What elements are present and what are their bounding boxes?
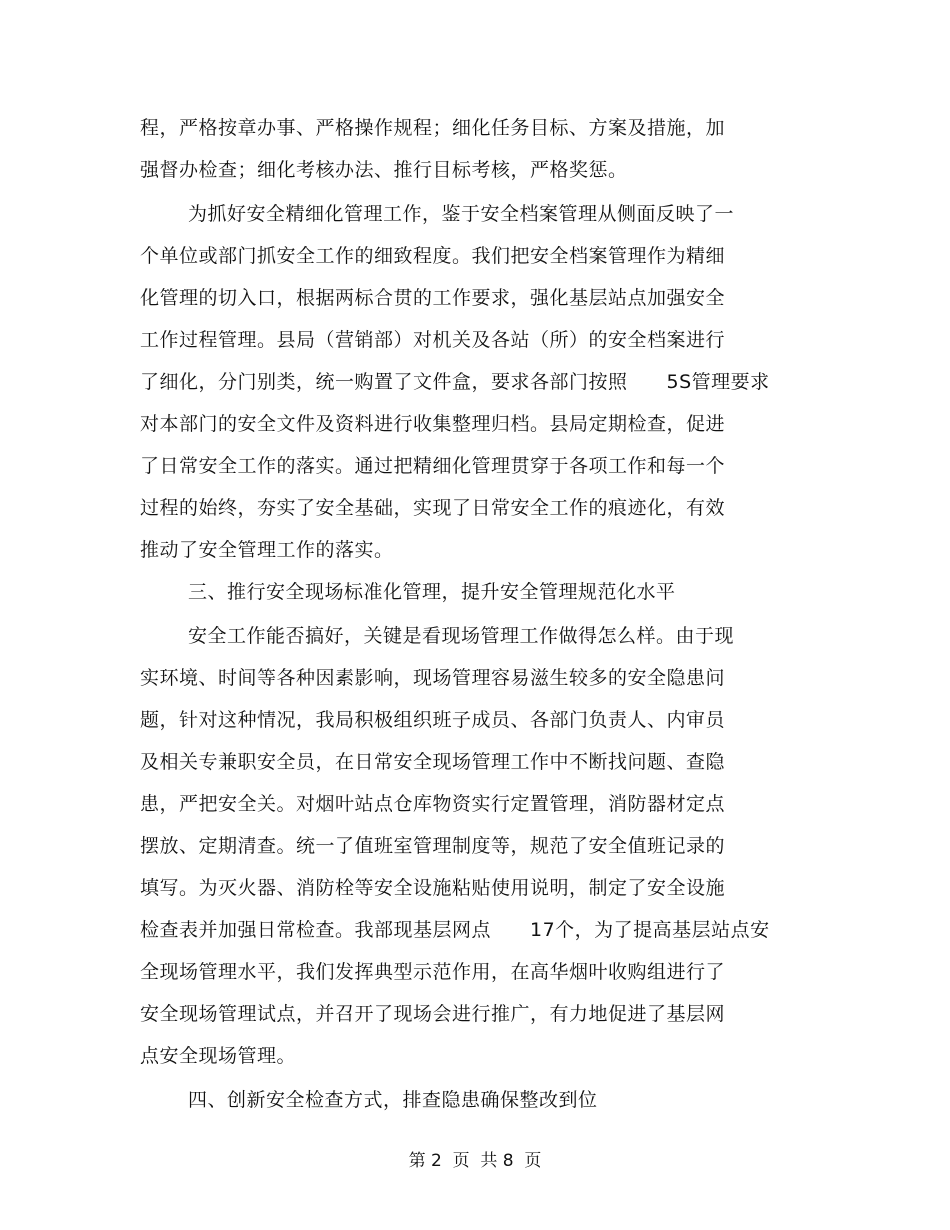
body-text-line: 患，严把安全关。对烟叶站点仓库物资实行定置管理，消防器材定点 — [140, 793, 726, 815]
body-text-line: 推动了安全管理工作的落实。 — [140, 539, 394, 561]
body-text-line: 了日常安全工作的落实。通过把精细化管理贯穿于各项工作和每一个 — [140, 455, 726, 477]
body-text-line: 实环境、时间等各种因素影响，现场管理容易滋生较多的安全隐患问 — [140, 667, 726, 689]
body-text-line: 对本部门的安全文件及资料进行收集整理归档。县局定期检查，促进 — [140, 413, 726, 435]
section-heading: 三、推行安全现场标准化管理，提升安全管理规范化水平 — [188, 581, 676, 603]
body-text-line: 了细化，分门别类，统一购置了文件盒，要求各部门按照 5S管理要求 — [140, 371, 770, 393]
body-text-line: 摆放、定期清查。统一了值班室管理制度等，规范了安全值班记录的 — [140, 835, 726, 857]
paragraph-first-line: 安全工作能否搞好，关键是看现场管理工作做得怎么样。由于现 — [188, 625, 735, 647]
body-text-line: 程，严格按章办事、严格操作规程；细化任务目标、方案及措施，加 — [140, 117, 726, 139]
section-heading: 四、创新安全检查方式，排查隐患确保整改到位 — [188, 1089, 598, 1111]
body-text-line: 及相关专兼职安全员，在日常安全现场管理工作中不断找问题、查隐 — [140, 751, 726, 773]
body-text-line: 全现场管理水平，我们发挥典型示范作用，在高华烟叶收购组进行了 — [140, 961, 726, 983]
body-text-line: 安全现场管理试点，并召开了现场会进行推广，有力地促进了基层网 — [140, 1003, 726, 1025]
page-number-footer: 第 2 页 共 8 页 — [408, 1151, 542, 1171]
body-text-line: 过程的始终，夯实了安全基础，实现了日常安全工作的痕迹化，有效 — [140, 497, 726, 519]
body-text-line: 化管理的切入口，根据两标合贯的工作要求，强化基层站点加强安全 — [140, 287, 726, 309]
body-text-line: 强督办检查；细化考核办法、推行目标考核，严格奖惩。 — [140, 159, 628, 181]
body-text-line: 个单位或部门抓安全工作的细致程度。我们把安全档案管理作为精细 — [140, 245, 726, 267]
paragraph-first-line: 为抓好安全精细化管理工作，鉴于安全档案管理从侧面反映了一 — [188, 203, 735, 225]
body-text-line: 检查表并加强日常检查。我部现基层网点 17个，为了提高基层站点安 — [140, 919, 770, 941]
body-text-line: 题，针对这种情况，我局积极组织班子成员、各部门负责人、内审员 — [140, 709, 726, 731]
body-text-line: 工作过程管理。县局（营销部）对机关及各站（所）的安全档案进行 — [140, 329, 726, 351]
body-text-line: 填写。为灭火器、消防栓等安全设施粘贴使用说明，制定了安全设施 — [140, 877, 726, 899]
body-text-line: 点安全现场管理。 — [140, 1045, 297, 1067]
